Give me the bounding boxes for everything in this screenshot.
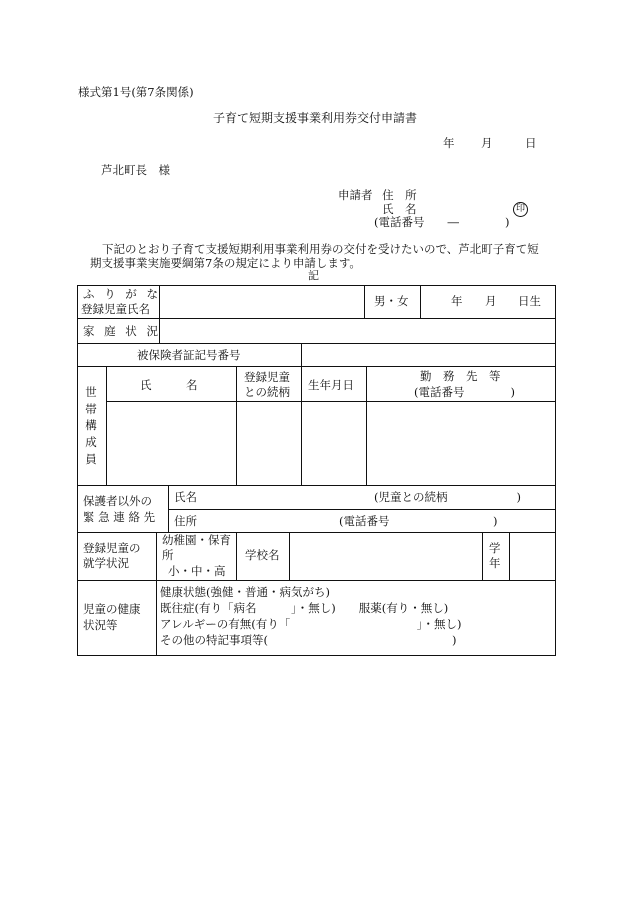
emergency-label-line1: 保護者以外の (83, 494, 152, 508)
table-rule (301, 343, 302, 485)
statement-line-1: 下記のとおり子育て支援短期利用事業利用券の交付を受けたいので、芦北町子育て短 (102, 242, 539, 256)
dob-header: 生年月日 (308, 378, 354, 392)
table-rule (289, 532, 290, 580)
household-char: 世 (85, 385, 97, 399)
furigana-label: ふ り が な (83, 287, 161, 301)
table-rule (236, 366, 237, 485)
family-status-label: 家 庭 状 況 (83, 324, 161, 338)
date-day-label: 日 (525, 136, 537, 150)
allergy-info: アレルギーの有無(有り「 」・無し) (160, 617, 462, 631)
emergency-name-label: 氏名 (174, 490, 197, 504)
table-rule (509, 532, 510, 580)
emergency-phone: (電話番号 ) (339, 514, 498, 528)
table-rule (77, 532, 556, 533)
school-label-line2: 就学状況 (83, 556, 129, 570)
medical-history: 既往症(有り「病名 」・無し) 服薬(有り・無し) (160, 601, 449, 615)
table-rule (77, 366, 556, 367)
table-rule (77, 318, 556, 319)
gender-option: 男・女 (374, 294, 409, 308)
child-name-label: 登録児童氏名 (81, 302, 150, 316)
table-rule (106, 366, 107, 485)
table-rule (168, 509, 556, 510)
table-rule (106, 401, 556, 402)
birth-day-label: 日生 (518, 294, 541, 308)
relation-header-line2: との続柄 (244, 385, 290, 399)
school-label-line1: 登録児童の (83, 541, 141, 555)
household-members-label (84, 384, 98, 467)
table-rule (364, 285, 365, 318)
school-type-line2: 所 (162, 548, 174, 562)
workplace-header-line2: (電話番号 ) (414, 385, 515, 399)
birth-year-label: 年 (451, 294, 463, 308)
name-label: 氏 名 (382, 202, 417, 216)
relation-header-line1: 登録児童 (244, 370, 290, 384)
table-rule (77, 285, 78, 656)
table-rule (77, 580, 556, 581)
applicant-phone: (電話番号 ― ) (374, 215, 510, 229)
recipient: 芦北町長 様 (101, 163, 170, 177)
birth-month-label: 月 (485, 294, 497, 308)
ki-heading: 記 (308, 269, 319, 282)
form-number: 様式第1号(第7条関係) (78, 85, 194, 99)
household-char: 構 (85, 418, 97, 433)
table-rule (168, 485, 169, 532)
table-rule (366, 366, 367, 485)
table-rule (482, 532, 483, 580)
table-rule (77, 343, 556, 344)
page-title: 子育て短期支援事業利用券交付申請書 (212, 111, 417, 125)
household-char: 帯 (85, 401, 97, 416)
table-rule (77, 655, 556, 656)
school-type-line1: 幼稚園・保育 (162, 533, 231, 547)
emergency-label-line2: 緊 急 連 絡 先 (83, 510, 156, 524)
household-char: 員 (85, 451, 97, 466)
date-month-label: 月 (481, 136, 493, 150)
applicant-block (338, 189, 417, 203)
table-rule (156, 532, 157, 655)
date-line (443, 137, 537, 151)
grade-label-line1: 学 (489, 541, 501, 555)
workplace-header-line1: 勤 務 先 等 (420, 369, 501, 383)
insurance-number-label: 被保険者証記号番号 (137, 348, 241, 362)
grade-label-line2: 年 (489, 556, 501, 570)
table-rule (420, 285, 421, 318)
date-year-label: 年 (443, 136, 455, 150)
other-notes: その他の特記事項等( ) (160, 633, 457, 647)
household-char: 成 (85, 435, 97, 450)
emergency-relation: (児童との続柄 ) (374, 490, 521, 504)
health-condition: 健康状態(強健・普通・病気がち) (160, 585, 330, 599)
table-rule (77, 285, 556, 286)
seal-mark: 印 (513, 202, 528, 217)
address-label: 住 所 (382, 188, 417, 202)
school-name-label: 学校名 (245, 548, 280, 562)
table-rule (555, 285, 556, 656)
request-statement (90, 242, 550, 270)
table-rule (77, 485, 556, 486)
table-rule (236, 532, 237, 580)
health-label-line1: 児童の健康 (83, 602, 141, 616)
statement-line-2: 期支援事業実施要綱第7条の規定により申請します。 (90, 256, 361, 271)
health-label-line2: 状況等 (83, 618, 118, 632)
applicant-label: 申請者 (338, 188, 373, 202)
school-type-line3: 小・中・高 (168, 564, 226, 578)
emergency-address-label: 住所 (174, 514, 197, 528)
member-name-header: 氏 名 (140, 378, 198, 392)
